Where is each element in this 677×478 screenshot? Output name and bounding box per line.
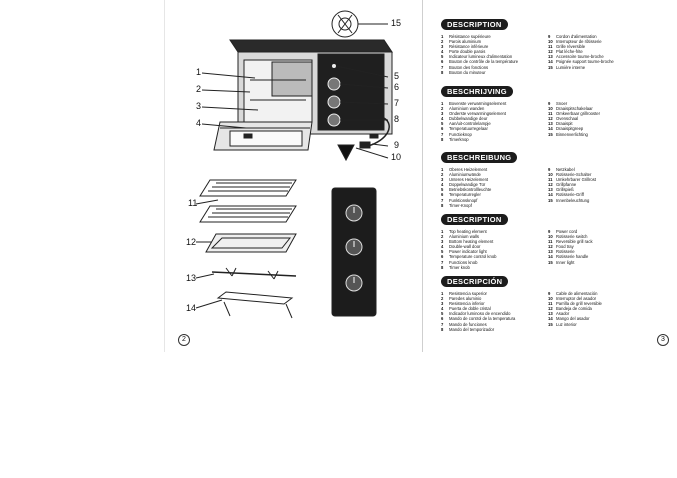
legend-column-left [441, 167, 546, 208]
legend-item [548, 65, 672, 70]
legend-item-number: 3 [441, 177, 444, 183]
legend-item-number: 8 [441, 136, 444, 142]
callout-15: 15 [391, 18, 402, 28]
legend-item-text: Luz interior [556, 321, 577, 327]
legend-item-text: Double-wall door [449, 244, 481, 250]
legend-item-number: 6 [441, 192, 444, 198]
legend-item-number: 12 [548, 244, 553, 250]
legend-item-text: Parrilla de grill reversible [556, 301, 602, 307]
legend-item-text: Timerknop [449, 136, 469, 142]
legend-item-number: 4 [441, 49, 444, 55]
legend-item-text: Aluminium walls [449, 234, 480, 240]
legend-item-text: Power indicator light [449, 249, 487, 255]
legend-column-left [441, 34, 546, 75]
legend-item [441, 70, 546, 75]
legend-item-text: Rotisserie-Griff [556, 192, 584, 198]
legend-item-text: Mango del asador [556, 316, 590, 322]
legend-item-number: 13 [548, 187, 553, 193]
legend-item-number: 6 [441, 59, 444, 65]
legend-item [441, 137, 546, 142]
legend-item-text: Rotisserie [556, 249, 575, 255]
legend-item-text: Ovenschaal [556, 116, 579, 122]
legend-item-number: 11 [548, 177, 553, 183]
legend-item-number: 4 [441, 116, 444, 122]
legend-item-text: Grillpfanne [556, 182, 577, 188]
legend-item-text: Grillspieß [556, 187, 574, 193]
legend-item-number: 5 [441, 249, 444, 255]
legend-item-number: 2 [441, 234, 444, 240]
legend-item-text: Power cord [556, 229, 578, 234]
legend-item-text: Cable de alimentación [556, 291, 598, 296]
legend-item-number: 7 [441, 321, 444, 327]
legend-item-text: Asador [556, 311, 570, 317]
legend-item-number: 9 [548, 291, 551, 296]
legend-item-number: 3 [441, 44, 444, 50]
legend-item-text: Snoer [556, 101, 568, 106]
section-heading: DESCRIPTION [441, 19, 508, 30]
legend-item-number: 6 [441, 126, 444, 132]
callout-6: 6 [394, 82, 400, 92]
legend-column-right [548, 229, 672, 265]
legend-item-number: 3 [441, 111, 444, 117]
legend-item-number: 10 [548, 39, 553, 45]
legend-item-text: Bandeja de comida [556, 306, 592, 312]
legend-item-number: 15 [548, 321, 553, 327]
legend-item-number: 12 [548, 182, 553, 188]
legend-item-number: 4 [441, 306, 444, 312]
legend-item-number: 4 [441, 182, 444, 188]
legend-item-text: Binnenverlichting [556, 131, 588, 137]
legend-item-text: Grille réversible [556, 44, 586, 50]
legend-item-text: Netzkabel [556, 167, 575, 172]
legend-item-number: 13 [548, 121, 553, 127]
callout-4: 4 [196, 118, 202, 128]
legend-item-number: 7 [441, 259, 444, 265]
legend-item-text: Bottom heating element [449, 239, 494, 245]
legend-item-number: 11 [548, 301, 553, 307]
section-heading: DESCRIPCIÓN [441, 276, 508, 287]
legend-item-number: 1 [441, 34, 444, 39]
legend-item-text: Betriebskontrollleuchte [449, 187, 492, 193]
legend-item-text: Timer-Knopf [449, 202, 472, 208]
legend-item-text: Mando de control de la temperatura [449, 316, 516, 322]
legend-item [441, 327, 546, 332]
legend-item-number: 14 [548, 126, 553, 132]
legend-item-text: Paredes aluminio [449, 296, 482, 302]
legend-item-text: Accessoire tourne-broche [556, 54, 604, 60]
legend-item-number: 13 [548, 311, 553, 317]
callout-14: 14 [186, 303, 197, 313]
legend-item-text: Oberes Heizelement [449, 167, 488, 172]
callout-13: 13 [186, 273, 197, 283]
legend-item-number: 15 [548, 64, 553, 70]
legend-item-text: Bouton de contrôle de la température [449, 59, 519, 65]
legend-item-number: 11 [548, 44, 553, 50]
legend-item-text: Interruptor del asador [556, 296, 597, 302]
callout-11: 11 [188, 198, 198, 208]
legend-section [441, 145, 671, 208]
legend-item-text: Parois aluminium [449, 39, 482, 45]
legend-item-number: 5 [441, 54, 444, 60]
legend-item-number: 11 [548, 239, 553, 245]
legend-item-number: 10 [548, 296, 553, 302]
legend-item-text: Doppelwandige Tür [449, 182, 486, 188]
legend-column-right [548, 291, 672, 327]
legend-item-number: 3 [441, 301, 444, 307]
legend-item-number: 8 [441, 264, 444, 270]
legend-item-number: 15 [548, 131, 553, 137]
legend-item-text: Poignée support tourne-broche [556, 59, 614, 65]
page-fold-line [422, 0, 423, 352]
legend-column-right [548, 34, 672, 70]
callout-8: 8 [394, 114, 400, 124]
legend-item-text: Rotisserie switch [556, 234, 588, 240]
legend-item-text: Resistencia superior [449, 291, 487, 296]
legend-item-number: 14 [548, 254, 553, 260]
legend-item-number: 13 [548, 249, 553, 255]
legend-item-number: 2 [441, 106, 444, 112]
legend-item-number: 6 [441, 316, 444, 322]
legend-item-number: 7 [441, 197, 444, 203]
legend-item-number: 2 [441, 296, 444, 302]
legend-item-number: 11 [548, 111, 553, 117]
legend-item-number: 14 [548, 192, 553, 198]
legend-item-text: Umkehrbarer Grillrost [556, 177, 597, 183]
legend-item-number: 6 [441, 254, 444, 260]
legend-item-number: 5 [441, 121, 444, 127]
legend-item-text: Temperatuurregelaar [449, 126, 488, 132]
callout-2: 2 [196, 84, 202, 94]
legend-item-text: Top heating element [449, 229, 487, 234]
legend-item [548, 132, 672, 137]
legend-item-text: Plat lèche-frite [556, 49, 583, 55]
legend-item-number: 9 [548, 229, 551, 234]
section-heading: BESCHRIJVING [441, 86, 513, 97]
legend-item-text: Funktionsknopf [449, 197, 478, 203]
legend-item-text: Food tray [556, 244, 574, 250]
callout-9: 9 [394, 140, 400, 150]
legend-item-text: Draaispitgreep [556, 126, 584, 132]
callout-3: 3 [196, 101, 202, 111]
legend-item-text: Aluminiumwände [449, 172, 481, 178]
legend-column-left [441, 229, 546, 270]
legend-item-text: Bovenste verwarmingselement [449, 101, 507, 106]
page-number-left: 2 [178, 334, 190, 346]
legend-item-text: Bouton des fonctions [449, 64, 489, 70]
legend-section [441, 12, 671, 75]
legend-item-number: 1 [441, 101, 444, 106]
legend-item-text: Rotisserie handle [556, 254, 589, 260]
legend-section [441, 269, 671, 332]
legend-item [548, 322, 672, 327]
legend-item-text: Lumière interne [556, 64, 586, 70]
legend-item-number: 10 [548, 172, 553, 178]
legend-item-text: Draaispit [556, 121, 573, 127]
legend-item-number: 10 [548, 234, 553, 240]
legend-item-text: Timer knob [449, 264, 470, 270]
legend-item-number: 12 [548, 306, 553, 312]
section-heading: BESCHREIBUNG [441, 152, 517, 163]
legend-item-text: Temperature control knob [449, 254, 497, 260]
oven-diagram [0, 0, 422, 352]
legend-item-number: 1 [441, 229, 444, 234]
callout-1: 1 [196, 67, 202, 77]
legend-item-text: Functieknop [449, 131, 472, 137]
legend-item-number: 15 [548, 259, 553, 265]
legend-item-number: 15 [548, 197, 553, 203]
legend-item-text: Functions knob [449, 259, 478, 265]
legend-item-text: Puerta de doble cristal [449, 306, 491, 312]
legend-column-right [548, 167, 672, 203]
legend-item-number: 7 [441, 64, 444, 70]
legend-section [441, 79, 671, 142]
legend-item-number: 14 [548, 316, 553, 322]
legend-item-text: Omkeerbaar grillrooster [556, 111, 600, 117]
legend-item-number: 4 [441, 244, 444, 250]
legend-item-number: 1 [441, 291, 444, 296]
legend-item-number: 12 [548, 49, 553, 55]
callout-7: 7 [394, 98, 400, 108]
legend-item-text: Indicateur lumineux d'alimentation [449, 54, 513, 60]
section-heading: DESCRIPTION [441, 214, 508, 225]
legend-item-text: Mando de funciones [449, 321, 487, 327]
legend-column-left [441, 291, 546, 332]
legend-item-text: Résistance supérieure [449, 34, 491, 39]
legend-item [548, 198, 672, 203]
legend-item-number: 3 [441, 239, 444, 245]
legend-column-right [548, 101, 672, 137]
legend-item-number: 8 [441, 326, 444, 332]
legend-item-number: 1 [441, 167, 444, 172]
legend-item-number: 9 [548, 101, 551, 106]
legend-item-text: Aan/uit-controlelampje [449, 121, 491, 127]
legend-item-text: Mando del temporizador [449, 326, 495, 332]
legend-item-number: 8 [441, 69, 444, 75]
legend-item-text: Indicador luminoso de encendido [449, 311, 511, 317]
legend-item-number: 9 [548, 34, 551, 39]
legend-item-text: Bouton du minuteur [449, 69, 486, 75]
callout-12: 12 [186, 237, 197, 247]
legend-item-text: Temperaturregler [449, 192, 481, 198]
legend-item-number: 2 [441, 39, 444, 45]
callout-5: 5 [394, 71, 400, 81]
legend-item-text: Reversible grill rack [556, 239, 593, 245]
legend-item-text: Porte double parois [449, 49, 486, 55]
legend-item-number: 2 [441, 172, 444, 178]
legend-item-number: 5 [441, 187, 444, 193]
oven-illustration [0, 0, 422, 352]
legend-item-number: 7 [441, 131, 444, 137]
legend-item-number: 13 [548, 54, 553, 60]
legend-item-text: Cordon d'alimentation [556, 34, 597, 39]
legend-item-text: Resistencia inferior [449, 301, 485, 307]
legend-item-number: 8 [441, 202, 444, 208]
legend-item-text: Innenbeleuchtung [556, 197, 590, 203]
legend-item-text: Onderste verwarmingselement [449, 111, 507, 117]
legend-item-text: Aluminium wanden [449, 106, 485, 112]
legend-item-text: Unteres Heizelement [449, 177, 489, 183]
legend-column-left [441, 101, 546, 142]
legend-item-number: 5 [441, 311, 444, 317]
legend-item-number: 14 [548, 59, 553, 65]
legend-item [548, 260, 672, 265]
legend-item-number: 12 [548, 116, 553, 122]
legend-item-text: Dubbelwandige deur [449, 116, 488, 122]
page-number-right: 3 [657, 334, 669, 346]
legend-item-text: Rotisserie-Schalter [556, 172, 592, 178]
legend-item-text: Résistance inférieure [449, 44, 489, 50]
legend-item-text: Inner light [556, 259, 575, 265]
legend-item-number: 10 [548, 106, 553, 112]
legend-item-text: Draaispitschakelaar [556, 106, 593, 112]
legend-item-text: Interrupteur de rôtisserie [556, 39, 602, 45]
legend-section [441, 207, 671, 270]
legend-item-number: 9 [548, 167, 551, 172]
callout-10: 10 [391, 152, 402, 162]
